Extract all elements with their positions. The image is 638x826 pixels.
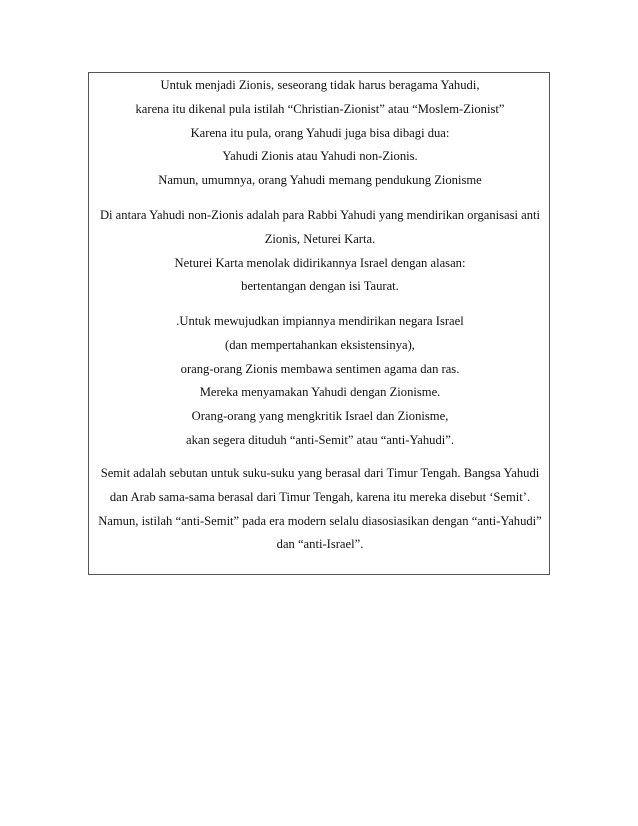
- text-line: Mereka menyamakan Yahudi dengan Zionisme.: [199, 385, 441, 400]
- text-line: Namun, umumnya, orang Yahudi memang pendukung Zionisme: [158, 173, 482, 188]
- text-line: dan “anti-Israel”.: [276, 537, 364, 552]
- text-line: orang-orang Zionis membawa sentimen agama dan ras.: [180, 361, 460, 376]
- bordered-text-box: [88, 72, 550, 575]
- text-line: Semit adalah sebutan untuk suku-suku yang berasal dari Timur Tengah. Bangsa Yahudi: [100, 466, 540, 480]
- text-line: akan segera dituduh “anti-Semit” atau “anti-Yahudi”.: [186, 432, 454, 447]
- text-line: Karena itu pula, orang Yahudi juga bisa dibagi dua:: [190, 125, 450, 140]
- text-line: Zionis, Neturei Karta.: [264, 231, 376, 246]
- text-line: dan Arab sama-sama berasal dari Timur Tengah, karena itu mereka disebut ‘Semit’.: [109, 489, 531, 504]
- text-line: (dan mempertahankan eksistensinya),: [225, 337, 415, 352]
- text-line: Yahudi Zionis atau Yahudi non-Zionis.: [222, 149, 418, 164]
- text-line: Neturei Karta menolak didirikannya Israel dengan alasan:: [174, 255, 466, 270]
- paragraph-zionism-definition: [89, 74, 551, 193]
- paragraph-neturei-karta: [89, 204, 551, 299]
- text-line: Namun, istilah “anti-Semit” pada era modern selalu diasosiasikan dengan “anti-Yahudi”: [98, 513, 542, 528]
- paragraph-israel-ambition: [89, 310, 551, 453]
- text-line: bertentangan dengan isi Taurat.: [241, 279, 399, 294]
- paragraph-semit-definition: [89, 462, 551, 557]
- text-line: .Untuk mewujudkan impiannya mendirikan negara Israel: [176, 314, 464, 328]
- text-line: Untuk menjadi Zionis, seseorang tidak harus beragama Yahudi,: [160, 78, 480, 92]
- text-line: karena itu dikenal pula istilah “Christian-Zionist” atau “Moslem-Zionist”: [135, 101, 505, 116]
- text-line: Di antara Yahudi non-Zionis adalah para Rabbi Yahudi yang mendirikan organisasi anti: [99, 208, 541, 222]
- text-line: Orang-orang yang mengkritik Israel dan Zionisme,: [191, 409, 449, 424]
